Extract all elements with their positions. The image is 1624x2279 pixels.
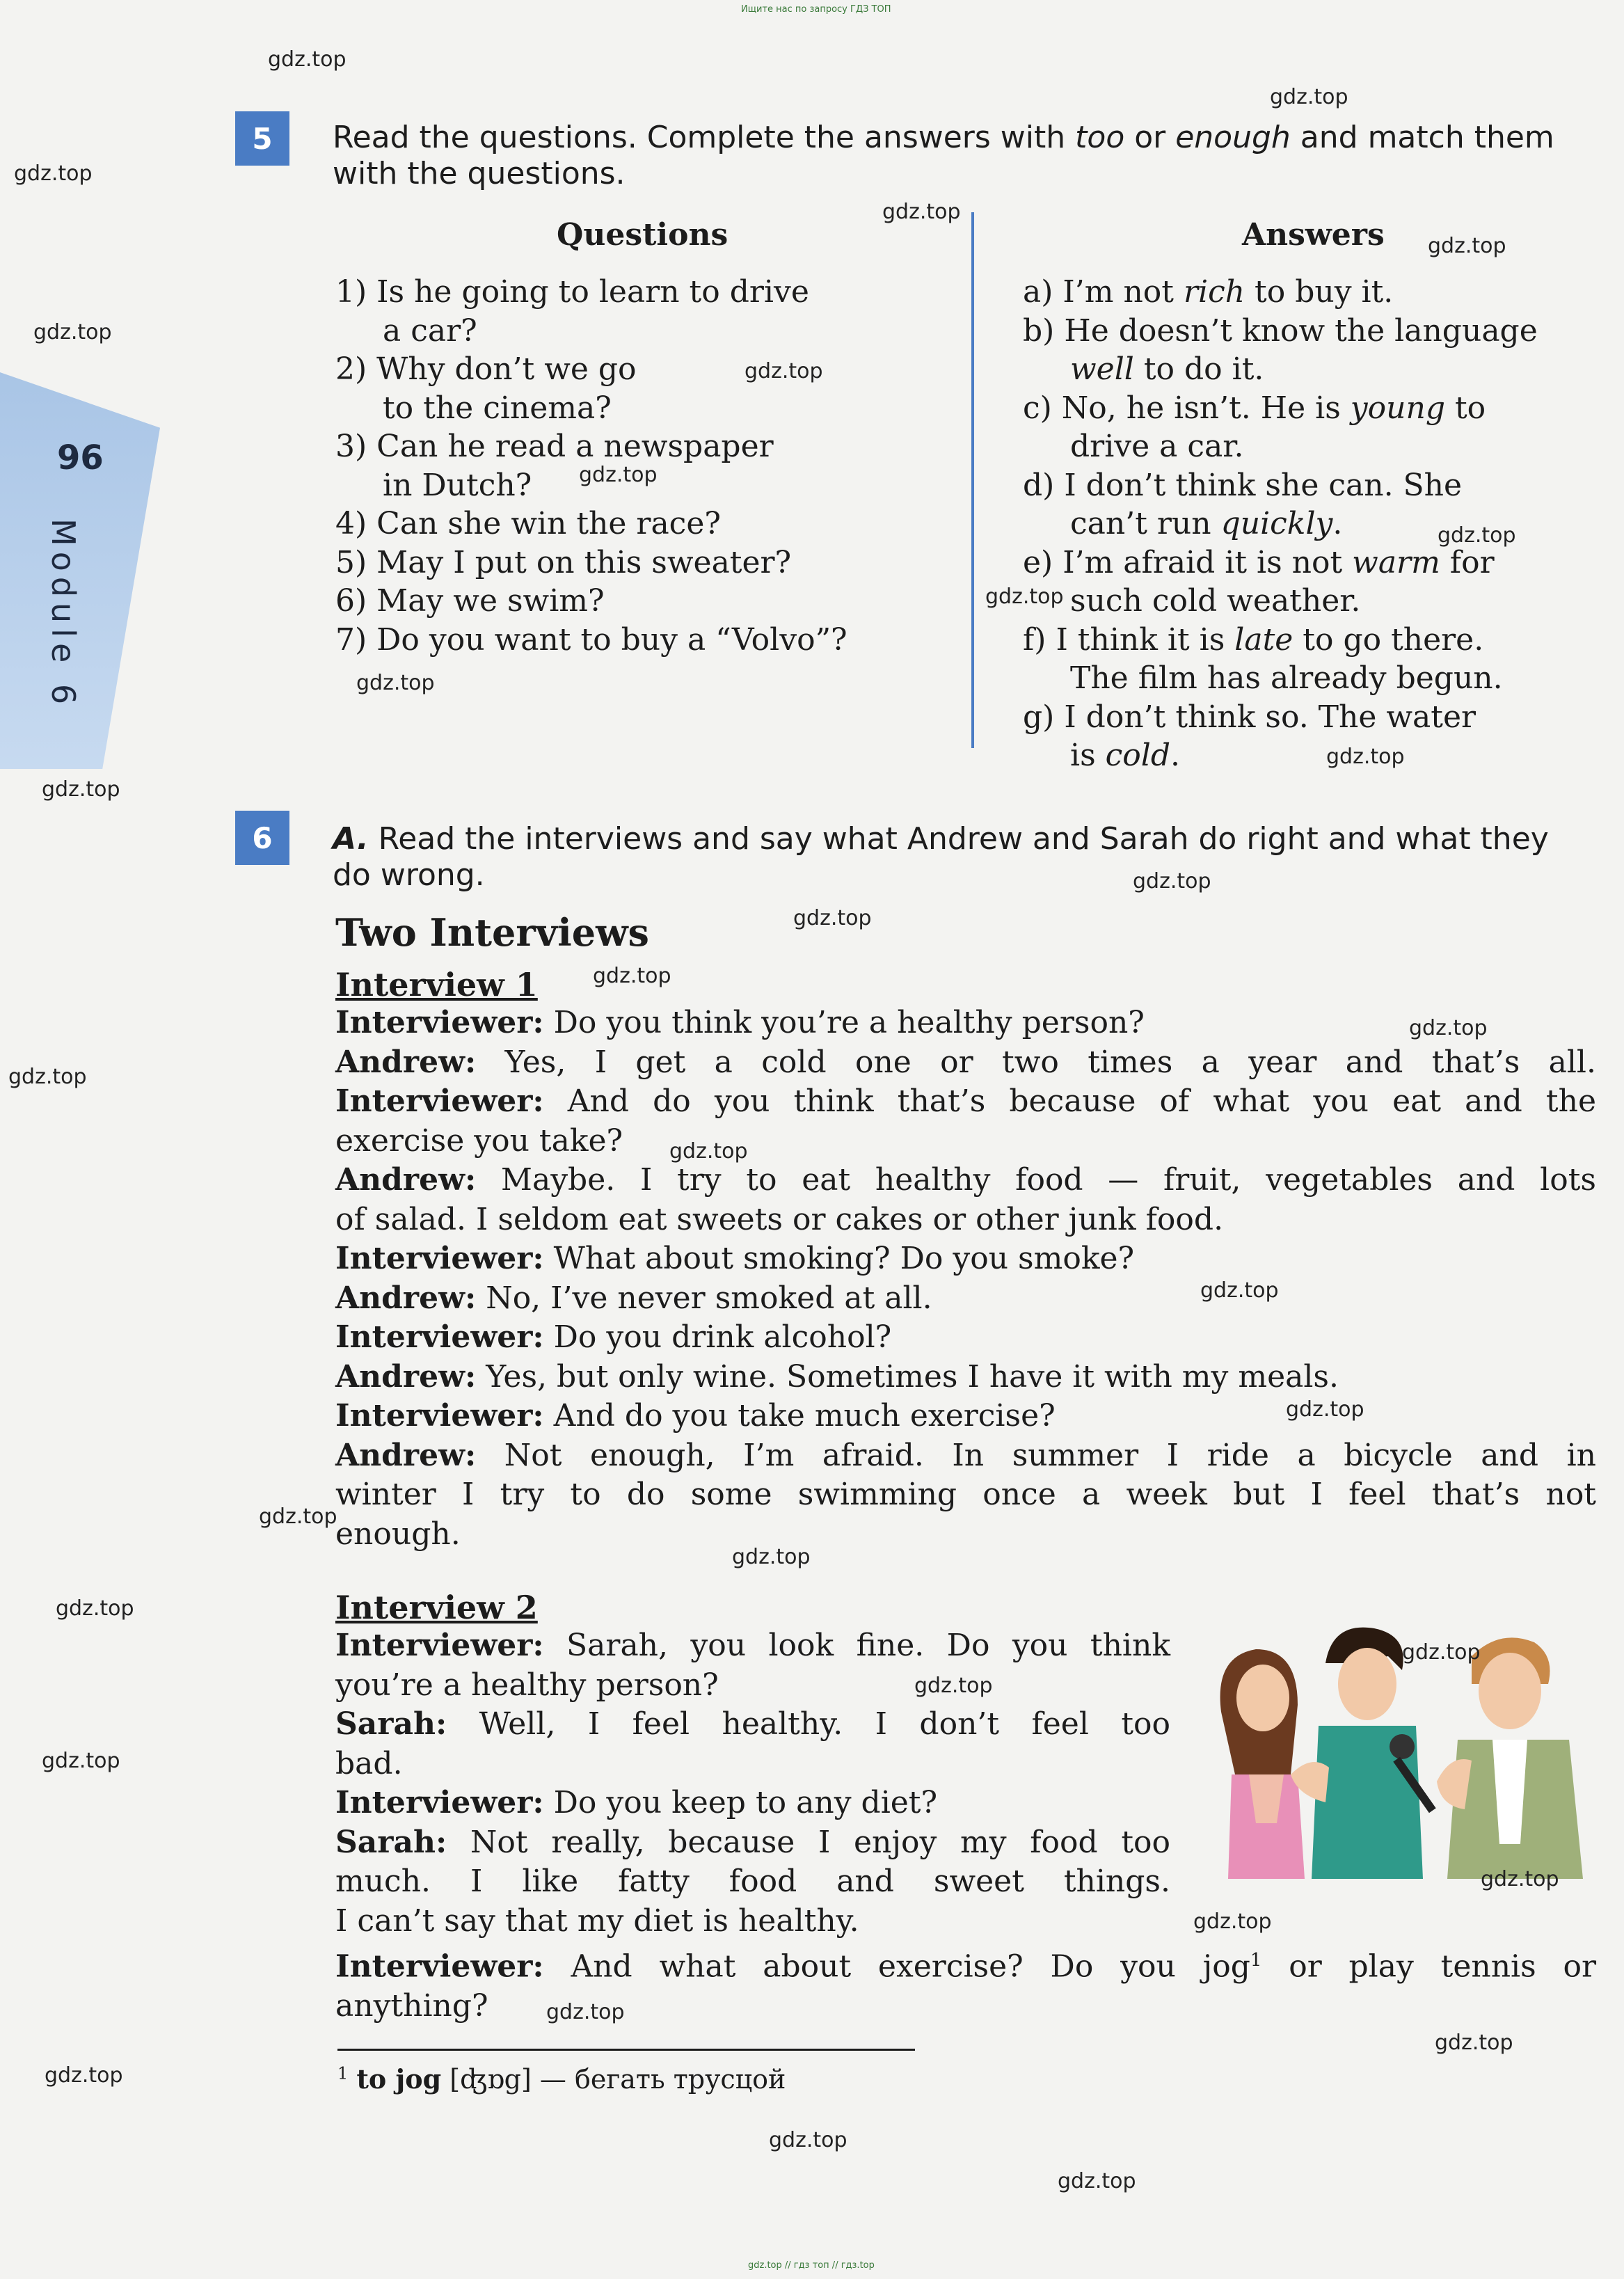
watermark: gdz.top xyxy=(1286,1397,1364,1422)
interview-1-text xyxy=(335,1003,1596,1554)
exercise-5-instruction-line2: with the questions. xyxy=(333,156,626,191)
question-line: a car? xyxy=(383,312,477,349)
instruction-text: or xyxy=(1124,120,1176,155)
footnote-transcription: [ʤɒg] xyxy=(449,2064,532,2095)
exercise-5-number: 5 xyxy=(235,111,289,166)
watermark: gdz.top xyxy=(56,1596,134,1621)
exercise-6-number: 6 xyxy=(235,811,289,865)
watermark: gdz.top xyxy=(579,463,658,487)
dialog-line: Sarah: Well, I feel healthy. I don’t feel too xyxy=(335,1706,1170,1742)
watermark: gdz.top xyxy=(268,47,347,72)
watermark: gdz.top xyxy=(769,2128,847,2152)
watermark: gdz.top xyxy=(8,1065,87,1089)
footnote-translation: — бегать трусцой xyxy=(539,2064,786,2095)
dialog-line: Andrew: Maybe. I try to eat healthy food — fruit, vegetables and lots xyxy=(335,1162,1596,1198)
column-divider xyxy=(971,212,974,748)
dialog-line: Interviewer: Do you think you’re a healthy person? xyxy=(335,1005,1145,1040)
instruction-too: too xyxy=(1075,120,1125,155)
instruction-text: Read the questions. Complete the answers with xyxy=(333,120,1076,155)
watermark: gdz.top xyxy=(914,1674,993,1698)
exercise-6-instruction-line2: do wrong. xyxy=(333,857,485,893)
answer-line: e) I’m afraid it is not warm for xyxy=(1023,544,1495,580)
question-line: 7) Do you want to buy a “Volvo”? xyxy=(335,621,847,658)
dialog-line: enough. xyxy=(335,1516,461,1552)
watermark: gdz.top xyxy=(1193,1909,1272,1934)
watermark: gdz.top xyxy=(42,777,120,802)
question-line: 4) Can she win the race? xyxy=(335,506,721,541)
answer-line: d) I don’t think she can. She xyxy=(1023,467,1463,503)
question-line: 6) May we swim? xyxy=(335,583,605,619)
exercise-5-instruction xyxy=(333,120,1596,156)
watermark: gdz.top xyxy=(745,359,823,383)
footnote-rule xyxy=(337,2049,915,2051)
dialog-line: Interviewer: What about smoking? Do you smoke? xyxy=(335,1241,1135,1276)
watermark: gdz.top xyxy=(33,320,112,344)
watermark: gdz.top xyxy=(732,1545,811,1569)
footer-note: gdz.top // гдз топ // гдз.top xyxy=(748,2260,875,2271)
answer-line: The film has already begun. xyxy=(1070,660,1503,696)
watermark: gdz.top xyxy=(259,1504,337,1529)
dialog-line: winter I try to do some swimming once a week but I feel that’s not xyxy=(335,1477,1596,1512)
answer-line: well to do it. xyxy=(1070,351,1264,387)
footnote-term: to jog xyxy=(356,2063,442,2095)
question-line: in Dutch? xyxy=(383,467,532,503)
header-note: Ищите нас по запросу ГДЗ ТОП xyxy=(741,4,891,15)
module-label: Module 6 xyxy=(45,518,82,710)
section-heading: Two Interviews xyxy=(335,910,649,955)
watermark: gdz.top xyxy=(1402,1640,1481,1665)
answers-header: Answers xyxy=(1242,217,1385,253)
answer-line: drive a car. xyxy=(1070,429,1244,464)
watermark: gdz.top xyxy=(593,964,671,988)
question-line: 2) Why don’t we go xyxy=(335,351,637,387)
instruction-text: and match them xyxy=(1290,120,1554,155)
dialog-line: exercise you take? xyxy=(335,1122,623,1159)
part-label: A. xyxy=(333,821,369,857)
watermark: gdz.top xyxy=(1435,2031,1513,2055)
interview-2-title: Interview 2 xyxy=(335,1589,538,1626)
interview-illustration xyxy=(1207,1614,1590,1879)
girl-figure xyxy=(1220,1649,1305,1879)
watermark: gdz.top xyxy=(1438,523,1516,548)
dialog-line: Interviewer: And do you think that’s because of what you eat and the xyxy=(335,1083,1596,1119)
interviewer-figure xyxy=(1437,1637,1583,1879)
dialog-line: Interviewer: Sarah, you look fine. Do you think xyxy=(335,1628,1170,1663)
dialog-line: Interviewer: And what about exercise? Do you jog$^1$ or play tennis or xyxy=(335,1948,1596,1985)
dialog-line: Interviewer: Do you drink alcohol? xyxy=(335,1319,892,1355)
question-line: 5) May I put on this sweater? xyxy=(335,544,792,580)
question-line: to the cinema? xyxy=(383,390,612,426)
watermark: gdz.top xyxy=(1326,745,1405,769)
watermark: gdz.top xyxy=(14,161,93,186)
answer-line: f) I think it is late to go there. xyxy=(1023,621,1484,658)
watermark: gdz.top xyxy=(1058,2169,1136,2193)
watermark: gdz.top xyxy=(1409,1016,1488,1040)
instruction-text: Read the interviews and say what Andrew and Sarah do right and what they xyxy=(378,821,1549,857)
footnote: $^1$ to jog [ʤɒg] — бегать трусцой xyxy=(337,2063,786,2095)
interview-1-title: Interview 1 xyxy=(335,966,538,1003)
answer-line: is cold. xyxy=(1070,738,1181,773)
watermark: gdz.top xyxy=(793,906,872,930)
answer-line: a) I’m not rich to buy it. xyxy=(1023,274,1394,310)
exercise-6-instruction xyxy=(333,821,1549,857)
dialog-line: of salad. I seldom eat sweets or cakes or other junk food. xyxy=(335,1201,1224,1237)
dialog-line: Interviewer: Do you keep to any diet? xyxy=(335,1785,938,1820)
dialog-line: bad. xyxy=(335,1745,403,1781)
watermark: gdz.top xyxy=(356,671,435,695)
question-line: 3) Can he read a newspaper xyxy=(335,429,774,464)
dialog-line: Andrew: No, I’ve never smoked at all. xyxy=(335,1280,932,1316)
dialog-line: anything? xyxy=(335,1988,488,2024)
answer-line: g) I don’t think so. The water xyxy=(1023,699,1476,735)
watermark: gdz.top xyxy=(1133,869,1211,894)
dialog-line: much. I like fatty food and sweet things. xyxy=(335,1864,1170,1899)
watermark: gdz.top xyxy=(546,2000,625,2024)
dialog-line: you’re a healthy person? xyxy=(335,1667,719,1703)
watermark: gdz.top xyxy=(1428,234,1506,258)
answer-line: b) He doesn’t know the language xyxy=(1023,312,1538,349)
interview-2-text xyxy=(335,1626,1170,1941)
answer-line: can’t run quickly. xyxy=(1070,506,1343,541)
dialog-line: Interviewer: And do you take much exercise? xyxy=(335,1398,1056,1434)
answer-line: such cold weather. xyxy=(1070,583,1361,619)
watermark: gdz.top xyxy=(1200,1278,1279,1303)
page-number: 96 xyxy=(57,438,104,477)
answer-line: c) No, he isn’t. He is young to xyxy=(1023,390,1486,426)
dialog-line: Andrew: Yes, but only wine. Sometimes I have it with my meals. xyxy=(335,1358,1339,1395)
watermark: gdz.top xyxy=(669,1139,748,1164)
watermark: gdz.top xyxy=(985,585,1064,609)
question-line: 1) Is he going to learn to drive xyxy=(335,274,809,310)
watermark: gdz.top xyxy=(882,200,961,224)
watermark: gdz.top xyxy=(42,1749,120,1773)
dialog-line: Sarah: Not really, because I enjoy my food too xyxy=(335,1824,1170,1860)
dialog-line: I can’t say that my diet is healthy. xyxy=(335,1903,859,1939)
watermark: gdz.top xyxy=(1481,1867,1559,1891)
instruction-enough: enough xyxy=(1175,120,1291,155)
dialog-line: Andrew: Yes, I get a cold one or two times a year and that’s all. xyxy=(335,1044,1596,1080)
watermark: gdz.top xyxy=(45,2063,123,2088)
watermark: gdz.top xyxy=(1270,85,1348,109)
dialog-line: Andrew: Not enough, I’m afraid. In summer I ride a bicycle and in xyxy=(335,1437,1596,1473)
interview-2-last-line xyxy=(335,1941,1596,2026)
questions-header: Questions xyxy=(557,217,729,253)
